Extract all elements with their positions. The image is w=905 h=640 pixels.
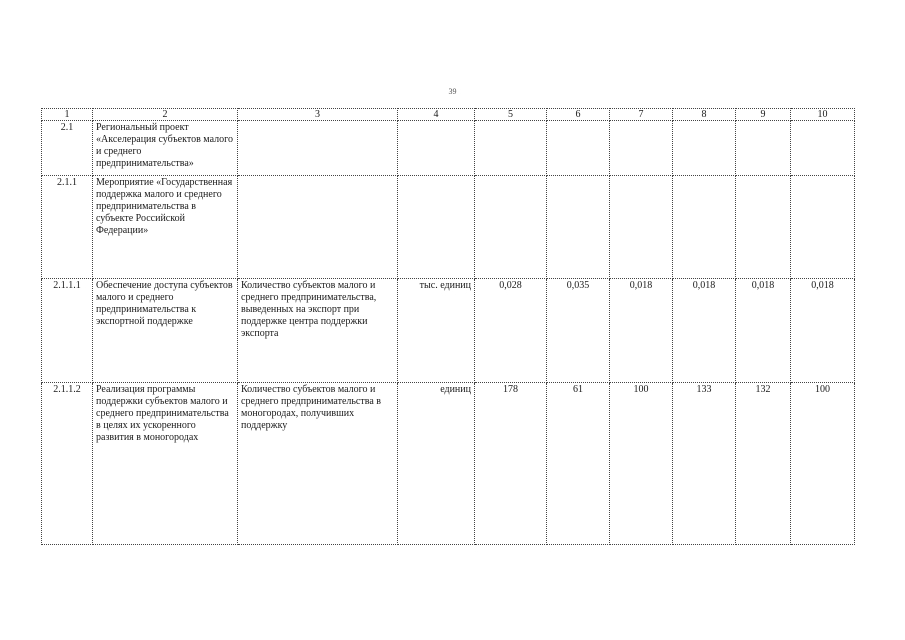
row-value [791, 121, 855, 176]
row-value: 0,028 [475, 279, 547, 383]
page-number: 39 [448, 87, 457, 96]
row-value: 100 [791, 383, 855, 545]
row-value: 132 [736, 383, 791, 545]
row-indicator: Количество субъектов малого и среднего предпринимательства в моногородах, получивших поддержку [238, 383, 398, 545]
row-value: 0,018 [673, 279, 736, 383]
header-cell: 2 [93, 109, 238, 121]
header-row [42, 109, 855, 121]
row-name: Региональный проект «Акселерация субъектов малого и среднего предпринимательства» [93, 121, 238, 176]
header-cell: 1 [42, 109, 93, 121]
row-value: 100 [610, 383, 673, 545]
row-value [791, 176, 855, 279]
row-value: 0,035 [547, 279, 610, 383]
row-number: 2.1 [42, 121, 93, 176]
row-unit: тыс. единиц [398, 279, 475, 383]
header-cell: 4 [398, 109, 475, 121]
row-name: Реализация программы поддержки субъектов малого и среднего предпринимательства в целях их ускоренного развития в моногородах [93, 383, 238, 545]
header-cell: 3 [238, 109, 398, 121]
header-cell: 6 [547, 109, 610, 121]
row-value: 178 [475, 383, 547, 545]
table-row [42, 176, 855, 279]
row-name: Обеспечение доступа субъектов малого и среднего предпринимательства к экспортной поддержке [93, 279, 238, 383]
row-value [547, 121, 610, 176]
table-row [42, 121, 855, 176]
table-row [42, 383, 855, 545]
row-unit [398, 176, 475, 279]
row-indicator [238, 176, 398, 279]
row-value: 61 [547, 383, 610, 545]
row-indicator: Количество субъектов малого и среднего предпринимательства, выведенных на экспорт при поддержке центра поддержки экспорта [238, 279, 398, 383]
row-unit: единиц [398, 383, 475, 545]
row-value: 0,018 [610, 279, 673, 383]
header-cell: 8 [673, 109, 736, 121]
row-indicator [238, 121, 398, 176]
row-number: 2.1.1.1 [42, 279, 93, 383]
header-cell: 7 [610, 109, 673, 121]
row-value [610, 121, 673, 176]
row-value [475, 121, 547, 176]
row-value [673, 176, 736, 279]
header-cell: 5 [475, 109, 547, 121]
row-value: 133 [673, 383, 736, 545]
row-value [547, 176, 610, 279]
header-cell: 9 [736, 109, 791, 121]
table-row [42, 279, 855, 383]
row-value [610, 176, 673, 279]
row-value [475, 176, 547, 279]
row-value: 0,018 [736, 279, 791, 383]
indicators-table [41, 108, 855, 545]
row-number: 2.1.1.2 [42, 383, 93, 545]
row-value [673, 121, 736, 176]
row-number: 2.1.1 [42, 176, 93, 279]
row-name: Мероприятие «Государственная поддержка малого и среднего предпринимательства в субъекте Российской Федерации» [93, 176, 238, 279]
row-value [736, 121, 791, 176]
row-unit [398, 121, 475, 176]
row-value: 0,018 [791, 279, 855, 383]
row-value [736, 176, 791, 279]
header-cell: 10 [791, 109, 855, 121]
